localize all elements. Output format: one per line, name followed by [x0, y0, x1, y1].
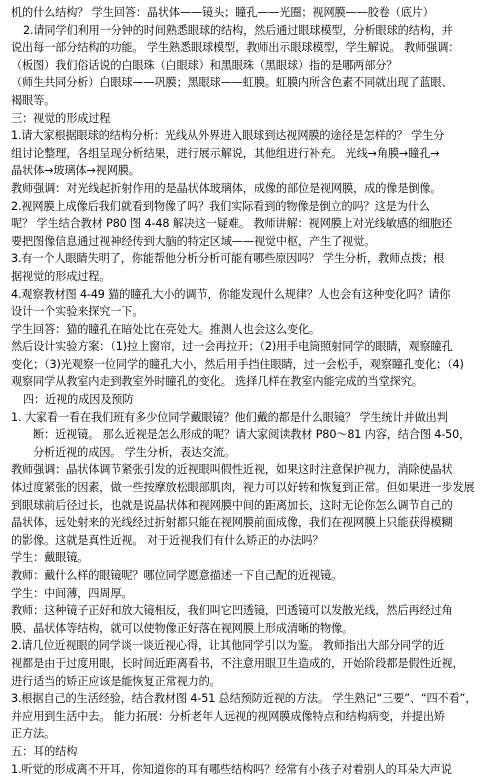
text-line: 组讨论整理，各组呈现分析结果，进行展示解说，其他组进行补充。 光线→角膜→瞳孔→: [11, 146, 440, 160]
text-line: 视都是由于过度用眼，长时间近距离看书，不注意用眼卫生造成的，开始阶段都是假性近视，: [11, 656, 464, 670]
text-line: 教师强调：对光线起折射作用的是晶状体玻璃体，成像的部位是视网膜，成的像是倒像。: [11, 181, 442, 195]
text-line: 膜、晶状体等结构，就可以使物像正好落在视网膜上形成清晰的物像。: [11, 621, 354, 635]
text-line: 1.听觉的形成离不开耳，你知道你的耳有哪些结构吗？经常有小孩子对着别人的耳朵大声说: [11, 762, 452, 776]
text-line: 教师：戴什么样的眼镜呢？哪位同学愿意描述一下自己配的近视镜。: [11, 569, 343, 582]
text-line: 教师：这种镜子正好和放大镜相反，我们叫它凹透镜，凹透镜可以发散光线，然后再经过角: [11, 604, 453, 618]
text-line: 教师强调：晶状体调节紧张引发的近视眼叫假性近视，如果这时注意保护视力，消除使晶状: [11, 463, 453, 477]
text-line: 分析近视的成因。 学生分析，表达交流。: [33, 445, 236, 459]
text-line: 学生回答：猫的瞳孔在暗处比在亮处大。推测人也会这么变化。: [11, 322, 321, 336]
text-line: 观察同学从教室内走到教室外时瞳孔的变化。 选择几样在教室内能完成的当堂探究。: [11, 375, 423, 389]
text-line: 变化；（3)光观察一位同学的瞳孔大小，然后用手挡住眼睛，过一会松手，观察瞳孔变化；（4): [11, 357, 464, 371]
text-line: 学生：中间薄，四周厚。: [11, 586, 133, 600]
text-line: 断：近视镜。 那么近视是怎么形成的呢？请大家阅读教材 P80～81 内容，结合图 4-50，: [33, 428, 471, 442]
text-line: 晶状体，远处射来的光线经过折射都只能在视网膜前面成像，我们在视网膜上只能获得模糊: [11, 516, 453, 530]
text-line: （师生共同分析）白眼球——巩膜；黑眼球——虹膜。虹膜内所含色素不同就出现了蓝眼、: [11, 76, 453, 90]
text-line: 要把图像信息通过视神经传到大脑的特定区域——视觉中枢，产生了视觉。: [11, 234, 376, 248]
text-line: 2.请同学们利用一分钟的时间熟悉眼球的结构，然后通过眼球模型，分析眼球的结构，并: [23, 23, 453, 37]
text-line: 设计一个实验来探究一下。: [11, 305, 144, 319]
section-heading: 四：近视的成因及预防: [23, 393, 134, 407]
text-line: 的影像。这就是真性近视。 对于近视我们有什么矫正的办法吗？: [11, 533, 324, 547]
text-line: 呢？ 学生结合教材 P80 图 4-48 解决这一疑难。 教师讲解：视网膜上对光线敏感的细胞还: [11, 217, 453, 231]
text-line: 褐眼等。: [11, 93, 56, 107]
text-line: 据视觉的形成过程。: [11, 269, 111, 283]
text-line: 然后设计实验方案：（1)拉上窗帘，过一会再拉开；（2)用手电筒照射同学的眼睛，观察瞳孔: [11, 340, 453, 354]
text-line: 机的什么结构？ 学生回答：晶状体——镜头；瞳孔——光圈；视网膜——胶卷（底片）: [11, 6, 434, 19]
text-line: 说出每一部分结构的功能。 学生熟悉眼球模型，教师出示眼球模型，学生解说。 教师强调：: [11, 41, 460, 55]
text-line: 1. 大家看一看在我们班有多少位同学戴眼镜？他们戴的都是什么眼镜？ 学生统计并做出判: [11, 410, 448, 424]
text-line: 4.观察教材图 4-49 猫的瞳孔大小的调节，你能发现什么规律？人也会有这种变化吗？请你: [11, 287, 451, 301]
text-line: 晶状体→玻璃体→视网膜。: [11, 164, 140, 178]
text-line: 2.视网膜上成像后我们就看到物像了吗？我们实际看到的物像是倒立的吗？这是为什么: [11, 199, 430, 213]
text-line: 到眼球前后径过长，也就是说晶状体和视网膜中间的距离加长，这时无论你怎么调节自己的: [11, 498, 453, 512]
text-line: 体过度紧张的因素，做一些按摩放松眼部肌肉，视力可以好转和恢复到正常。但如果进一步发展: [11, 481, 475, 495]
text-line: 正方法。: [11, 727, 56, 741]
text-line: 3.有一个人眼睛失明了，你能帮他分析分析可能有哪些原因吗？ 学生分析，教师点拨；根: [11, 252, 445, 266]
text-line: 2.请几位近视眼的同学谈一谈近视心得，让其他同学引以为鉴。 教师指出大部分同学的近: [11, 639, 445, 653]
text-line: 并应用到生活中去。 能力拓展：分析老年人远视的视网膜成像特点和结构病变，并提出矫: [11, 709, 445, 723]
text-line: （板图）我们俗话说的白眼珠（白眼球）和黑眼珠（黑眼球）指的是哪两部分？: [11, 58, 398, 72]
section-heading: 五：耳的结构: [11, 744, 78, 758]
text-line: 学生：戴眼镜。: [11, 551, 89, 565]
text-line: 进行适当的矫正应该是能恢复正常视力的。: [11, 674, 221, 688]
text-line: 3.根据自己的生活经验，结合教材图 4-51 总结预防近视的方法。 学生熟记“三要”、“四不看”，: [11, 692, 477, 706]
section-heading: 三：视觉的形成过程: [11, 111, 111, 125]
text-line: 1.请大家根据眼球的结构分析：光线从外界进入眼球到达视网膜的途径是怎样的？ 学生分: [11, 129, 445, 143]
